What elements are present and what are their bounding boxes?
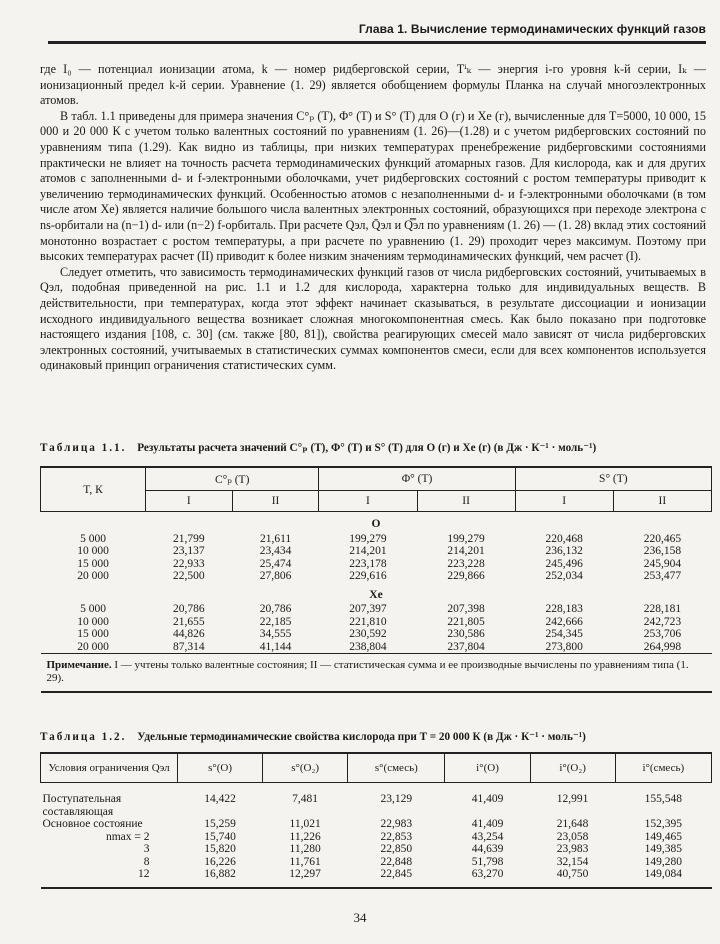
value-cell: 23,129 [380, 793, 413, 805]
value-cell: 214,201 [349, 545, 387, 557]
table-row [41, 641, 712, 654]
sub-header: II [417, 491, 515, 512]
value-cell: 11,021 [289, 818, 321, 830]
temperature-cell: 15 000 [77, 557, 109, 570]
value-cell: 252,034 [545, 570, 583, 582]
column-header: i°(смесь) [615, 753, 711, 783]
table-oxygen-properties [40, 752, 712, 889]
value-cell: 23,434 [259, 545, 292, 557]
value-cell: 23,137 [173, 545, 205, 557]
value-cell: 22,983 [380, 818, 413, 830]
table-note [41, 654, 712, 693]
table-row [41, 616, 712, 629]
value-cell: 40,750 [556, 868, 589, 880]
value-cell: 207,398 [447, 603, 485, 615]
element-label: O [371, 518, 381, 530]
value-cell: 149,280 [644, 855, 682, 868]
note-label: Примечание. [46, 659, 112, 671]
value-cell: 199,279 [447, 532, 485, 545]
value-cell: 245,496 [545, 557, 583, 570]
temperature-cell: 5 000 [80, 532, 106, 545]
value-cell: 253,477 [643, 570, 682, 582]
value-cell: 27,806 [259, 570, 292, 582]
value-cell: 87,314 [173, 640, 205, 653]
table-row [41, 558, 712, 571]
condition-cell: Основное состояние [42, 818, 143, 830]
value-cell: 22,185 [259, 615, 292, 628]
value-cell: 20,786 [259, 603, 292, 615]
value-cell: 223,178 [349, 557, 387, 570]
group-header: C°ₚ (T) [146, 467, 319, 491]
table-thermo-functions [40, 466, 712, 693]
value-cell: 221,810 [349, 615, 387, 628]
value-cell: 11,226 [289, 830, 321, 843]
value-cell: 16,882 [204, 868, 236, 880]
group-header: S° (T) [515, 467, 711, 491]
value-cell: 237,804 [447, 640, 485, 653]
value-cell: 21,648 [556, 818, 589, 830]
value-cell: 149,385 [644, 843, 682, 855]
column-header: s°(O) [178, 753, 263, 783]
temperature-cell: 15 000 [77, 628, 109, 640]
table-caption [40, 440, 712, 454]
sub-header: II [232, 491, 319, 512]
condition-cell: 3 [143, 843, 150, 855]
running-head: Глава 1. Вычисление термодинамических функций газов [358, 22, 706, 36]
value-cell: 21,655 [173, 615, 205, 628]
value-cell: 22,853 [380, 830, 413, 843]
value-cell: 21,611 [259, 532, 292, 545]
paragraph: Следует отметить, что зависимость термодинамических функций газов от числа ридберговских состояний, учитываемых в Qэл, подобная приведенной на рис. 1.1 и 1.2 для кислорода, характерна только для индивидуальных веществ. В действительности, при температурах, когда этот эффект начинает сказываться, в результате диссоциации и ионизации исходного индивидуального вещества возникает сложная многокомпонентная смесь. Как было показано при подготовке настоящего издания [108, с. 30] (см. также [80, 81]), свойства реагирующих смесей мало зависят от числа ридберговских электронных состояний, учитываемых в статистических суммах компонентов смеси, если для всех компонентов используется одинаковый принцип ограничения статистических сумм. [40, 264, 706, 373]
element-label: Xe [369, 588, 383, 601]
value-cell: 23,983 [556, 843, 589, 855]
value-cell: 242,723 [643, 615, 682, 628]
value-cell: 32,154 [556, 855, 589, 868]
table-row [41, 856, 712, 869]
value-cell: 245,904 [643, 557, 682, 570]
table-row [41, 843, 712, 856]
value-cell: 14,422 [204, 793, 236, 805]
value-cell: 20,786 [173, 603, 205, 615]
table-row [41, 603, 712, 616]
column-header: s°(O₂) [263, 753, 348, 783]
table-row [41, 831, 712, 844]
table-row [41, 545, 712, 558]
condition-cell: Поступательная составляющая [42, 793, 122, 818]
value-cell: 214,201 [447, 545, 485, 557]
condition-cell: 12 [138, 868, 150, 880]
column-header: i°(O₂) [530, 753, 615, 783]
column-header: Условия ограничения Qэл [41, 753, 178, 783]
value-cell: 22,933 [173, 557, 205, 570]
table-row [41, 818, 712, 831]
value-cell: 149,465 [644, 830, 682, 843]
condition-cell: nmax = 2 [105, 830, 150, 843]
value-cell: 236,158 [643, 545, 682, 557]
temperature-cell: 20 000 [77, 640, 109, 653]
value-cell: 199,279 [349, 532, 387, 545]
value-cell: 12,991 [556, 793, 589, 805]
value-cell: 11,761 [289, 855, 321, 868]
value-cell: 253,706 [643, 628, 682, 640]
value-cell: 264,998 [643, 640, 682, 653]
value-cell: 44,826 [173, 628, 205, 640]
value-cell: 152,395 [644, 818, 682, 830]
value-cell: 25,474 [259, 557, 292, 570]
value-cell: 43,254 [471, 830, 504, 843]
group-header: Φ° (T) [319, 467, 515, 491]
header-rule [48, 41, 706, 44]
sub-header: I [319, 491, 417, 512]
value-cell: 7,481 [292, 793, 319, 805]
value-cell: 238,804 [349, 640, 387, 653]
stub-header: T, К [41, 467, 146, 512]
value-cell: 220,468 [545, 532, 583, 545]
value-cell: 41,409 [471, 793, 504, 805]
temperature-cell: 20 000 [77, 570, 109, 582]
table-title: Удельные термодинамические свойства кислорода при T = 20 000 К (в Дж · К⁻¹ · моль⁻¹) [137, 731, 586, 743]
value-cell: 15,740 [204, 830, 236, 843]
temperature-cell: 5 000 [80, 603, 106, 615]
page-number: 34 [353, 910, 367, 925]
value-cell: 223,228 [447, 557, 485, 570]
value-cell: 273,800 [545, 640, 583, 653]
column-header: s°(смесь) [348, 753, 445, 783]
value-cell: 242,666 [545, 615, 583, 628]
value-cell: 12,297 [289, 868, 321, 880]
value-cell: 15,259 [204, 818, 236, 830]
condition-cell: 8 [143, 855, 150, 868]
value-cell: 16,226 [204, 855, 236, 868]
sub-header: I [515, 491, 613, 512]
table-row [41, 533, 712, 546]
value-cell: 228,183 [545, 603, 583, 615]
table-row [41, 628, 712, 641]
value-cell: 22,848 [380, 855, 413, 868]
temperature-cell: 10 000 [77, 545, 109, 557]
value-cell: 221,805 [447, 615, 485, 628]
table-row [41, 783, 712, 819]
value-cell: 254,345 [545, 628, 583, 640]
value-cell: 207,397 [349, 603, 387, 615]
value-cell: 220,465 [643, 532, 682, 545]
value-cell: 236,132 [545, 545, 583, 557]
value-cell: 22,850 [380, 843, 413, 855]
note-text: I — учтены только валентные состояния; II — статистическая сумма и ее производные вычислены по уравнениям типа (1. 29). [46, 659, 689, 684]
value-cell: 229,866 [447, 570, 485, 582]
value-cell: 22,500 [173, 570, 205, 582]
sub-header: II [613, 491, 711, 512]
value-cell: 149,084 [644, 868, 682, 880]
value-cell: 23,058 [556, 830, 589, 843]
value-cell: 228,181 [643, 603, 682, 615]
value-cell: 22,845 [380, 868, 413, 880]
value-cell: 44,639 [471, 843, 504, 855]
table-caption [40, 729, 712, 743]
value-cell: 15,820 [204, 843, 236, 855]
column-header: i°(O) [445, 753, 530, 783]
table-title: Результаты расчета значений C°ₚ (T), Φ° (T) и S° (T) для O (г) и Xe (г) (в Дж · К⁻¹ · моль⁻¹) [137, 442, 597, 454]
value-cell: 21,799 [173, 532, 205, 545]
temperature-cell: 10 000 [77, 615, 109, 628]
value-cell: 41,409 [471, 818, 504, 830]
value-cell: 63,270 [471, 868, 504, 880]
value-cell: 155,548 [644, 793, 682, 805]
table-label: Таблица 1.1. [40, 442, 127, 454]
value-cell: 34,555 [259, 628, 292, 640]
value-cell: 230,586 [447, 628, 485, 640]
value-cell: 229,616 [349, 570, 387, 582]
value-cell: 41,144 [259, 640, 292, 653]
value-cell: 230,592 [349, 628, 387, 640]
paragraph: где I₀ — потенциал ионизации атома, k — номер ридберговской серии, Tⁱₖ — энергия i-го уровня k-й серии, Iₖ — ионизационный предел k-й серии. Уравнение (1. 29) является обобщением формулы Планка на случай многоэлектронных атомов. [40, 62, 706, 108]
value-cell: 11,280 [289, 843, 321, 855]
value-cell: 51,798 [471, 855, 504, 868]
table-row [41, 570, 712, 583]
table-label: Таблица 1.2. [40, 731, 127, 743]
body-text [40, 62, 706, 374]
paragraph: В табл. 1.1 приведены для примера значения C°ₚ (T), Φ° (T) и S° (T) для O (г) и Xe (г), вычисленные для T=5000, 10 000, 15 000 и 20 000 К с учетом только валентных состояний по уравнениям (1. 26)—(1.28) и с учетом ридберговских состояний по уравнениям типа (1.29). Как видно из таблицы, при низких температурах пренебрежение ридберговскими состояниями практически не влияет на точность расчета термодинамических функций атомарных газов. Для кислорода, как и для других атомов с заполненными d- и f-электронными оболочками, учет ридберговских состояний с ростом температуры приводит к увеличению термодинамических функций. Особенностью атомов с незаполненными d- и f-электронными оболочками (в том числе атом Xe) является наличие большого числа валентных электронных состояний, образующихся при переходе электрона с ns-орбитали на (n−1) d- или (n−2) f-орбиталь. При расчете Qэл, Q̄эл и Q̿эл по уравнениям (1. 26) — (1. 28) вклад этих состояний монотонно возрастает с ростом температуры, а при расчете по уравнению (1. 29) проходит через максимум. Поэтому при высоких температурах расчет (II) приводит к более низким значениям термодинамических функций, чем расчет (I). [40, 108, 706, 264]
table-row [41, 868, 712, 888]
sub-header: I [146, 491, 233, 512]
